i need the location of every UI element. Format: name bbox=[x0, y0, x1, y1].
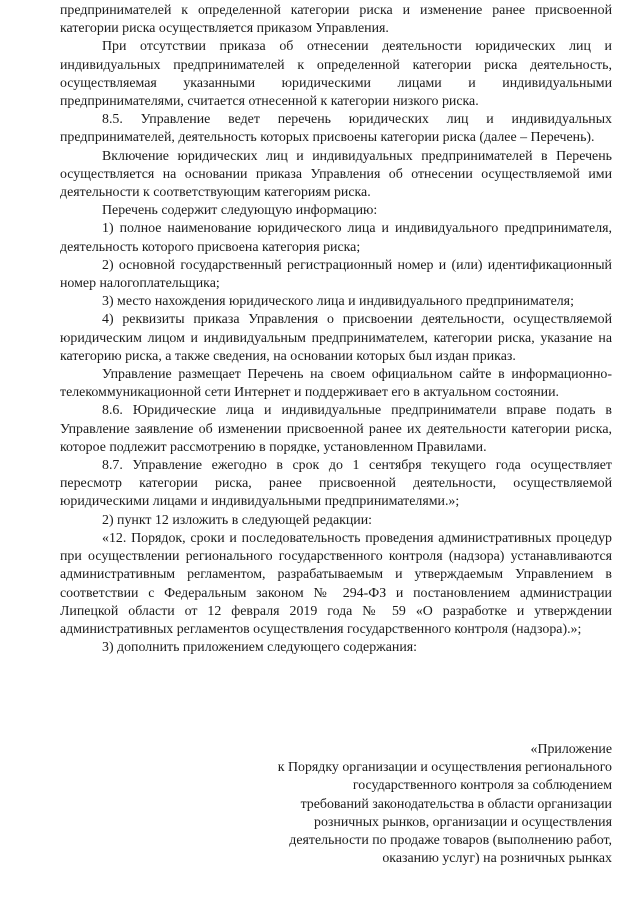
appendix-line: розничных рынков, организации и осуществления bbox=[314, 814, 612, 830]
paragraph: 4) реквизиты приказа Управления о присвоении деятельности, осуществляемой юридическим лицом и индивидуальным предпринимателем, категории риска, указание на категорию риска, а также сведения, на основании которых был издан приказ. bbox=[60, 312, 612, 364]
paragraph: 3) дополнить приложением следующего содержания: bbox=[102, 640, 418, 656]
paragraph: 3) место нахождения юридического лица и индивидуального предпринимателя; bbox=[102, 294, 574, 310]
paragraph: Перечень содержит следующую информацию: bbox=[102, 203, 378, 219]
paragraph: Включение юридических лиц и индивидуальных предпринимателей в Перечень осуществляется на основании приказа Управления об отнесении осуществляемой ими деятельности к соответствующим категориям риска. bbox=[60, 148, 612, 201]
paragraph: 2) пункт 12 изложить в следующей редакции: bbox=[102, 512, 373, 528]
appendix-line: «Приложение bbox=[530, 742, 612, 757]
paragraph: Управление размещает Перечень на своем официальном сайте в информационно-телекоммуникационной сети Интернет и поддерживает его в актуальном состоянии. bbox=[60, 367, 612, 401]
appendix-heading bbox=[200, 741, 612, 868]
appendix-line: к Порядку организации и осуществления регионального bbox=[277, 760, 612, 776]
appendix-line: государственного контроля за соблюдением bbox=[352, 778, 612, 794]
paragraph: «12. Порядок, сроки и последовательность проведения административных процедур при осуществлении регионального государственного контроля (надзора) устанавливаются административным регламентом, разрабатываемым и утверждаемым Управлением в соответствии с Федеральным законом № 294-ФЗ и постановлением администрации Липецкой области от 12 февраля 2019 года № 59 «О разработке и утверждении административных регламентов осуществления государственного контроля (надзора).»; bbox=[60, 530, 612, 637]
paragraph: предпринимателей к определенной категории риска и изменение ранее присвоенной категории риска осуществляется приказом Управления. bbox=[60, 3, 612, 37]
paragraph: 8.5. Управление ведет перечень юридических лиц и индивидуальных предпринимателей, деятельность которых присвоены категории риска (далее – Перечень). bbox=[60, 112, 612, 146]
paragraph: 2) основной государственный регистрационный номер и (или) идентификационный номер налогоплательщика; bbox=[60, 257, 612, 292]
paragraph: 8.7. Управление ежегодно в срок до 1 сентября текущего года осуществляет пересмотр категории риска, ранее присвоенной деятельности, осуществляемой юридическими лицами и индивидуальными предпринимателями.»; bbox=[60, 458, 612, 510]
paragraph: 8.6. Юридические лица и индивидуальные предприниматели вправе подать в Управление заявление об изменении присвоенной ранее их деятельности категории риска, которое подлежит рассмотрению в порядке, установленном Правилами. bbox=[60, 403, 612, 455]
paragraph: 1) полное наименование юридического лица и индивидуального предпринимателя, деятельность которого присвоена категория риска; bbox=[60, 221, 612, 255]
appendix-line: требований законодательства в области организации bbox=[300, 796, 612, 812]
document-body bbox=[60, 2, 612, 657]
appendix-line: оказанию услуг) на розничных рынках bbox=[382, 851, 612, 867]
paragraph: При отсутствии приказа об отнесении деятельности юридических лиц и индивидуальных предпринимателей к определенной категории риска деятельность, осуществляемая указанными юридическими лицами и индивидуальными предпринимателями, считается отнесенной к категории низкого риска. bbox=[60, 39, 612, 110]
appendix-line: деятельности по продаже товаров (выполнению работ, bbox=[289, 833, 612, 849]
